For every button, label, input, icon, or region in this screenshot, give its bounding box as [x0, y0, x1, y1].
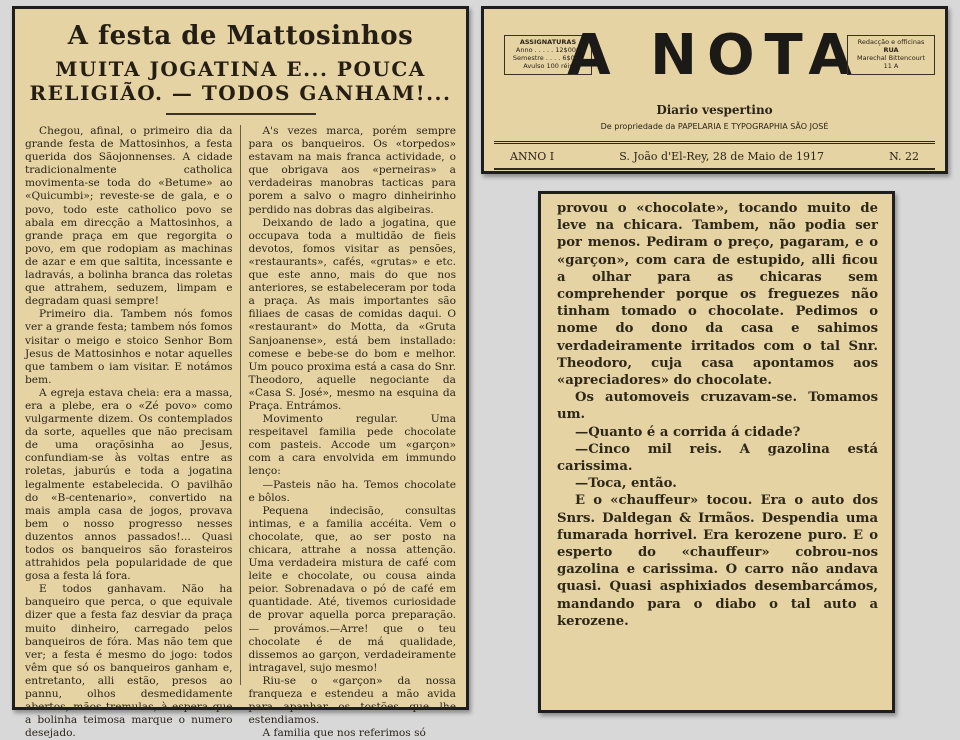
article-subtitle: MUITA JOGATINA E... POUCA RELIGIÃO. — TODOS GANHAM!...: [29, 57, 452, 105]
subscription-line: Avulso 100 réis: [523, 62, 573, 70]
excerpt-paragraph: —Quanto é a corrida á cidade?: [575, 424, 801, 440]
article-paragraph: Primeiro dia. Tambem nós fomos ver a grande festa; tambem nós fomos visitar o meigo e stoico Senhor Bom Jesus de Mattosinhos e notar aquelles que tambem o iam visitar. E notámos bem.: [25, 308, 233, 386]
article-paragraph: A egreja estava cheia: era a massa, era a plebe, era o «Zé povo» como vulgarmente dizem. Os contemplados da sorte, aquelles que não precisam de uma oraçõsinha ao Jesus, confundiam-se às voltas entre as roletas, jaburús e toda a jogatina legalmente estabelecida. O pavilhão do «B-centenario», convertido na mais ampla casa de jogos, provava bem o nosso progresso nesses duzentos annos passados!... Quasi todos os banqueiros são forasteiros attrahidos pela popularidade de que gosa a festa lá fora.: [25, 386, 233, 583]
subscription-line: Semestre . . . . 6$000: [512, 54, 584, 62]
address-line: RUA: [883, 46, 899, 54]
newspaper-subtitle: Diario vespertino: [656, 103, 773, 117]
article-paragraph: Movimento regular. Uma respeitavel familia pede chocolate com pasteis. Accode um «garçon» com a cara envolvida em immundo lenço:: [248, 413, 456, 478]
article-paragraph: —Pasteis não ha. Temos chocolate e bôlos.: [248, 478, 456, 504]
article-excerpt: [538, 191, 895, 713]
newspaper-owner: De propriedade da PAPELARIA E TYPOGRAPHIA SÃO JOSÉ: [600, 122, 829, 131]
excerpt-text: [557, 200, 878, 630]
address-line: 11 A: [883, 62, 899, 70]
address-box: [847, 35, 935, 75]
issue-info-bar: [494, 141, 935, 170]
title-divider: [166, 113, 316, 115]
article-columns: [25, 125, 456, 740]
excerpt-paragraph: E o «chauffeur» tocou. Era o auto dos Snrs. Daldegan & Irmãos. Despendia uma fumarada horrivel. Era kerozene puro. E o esperto do «chauffeur» cobrou-nos gazolina e carissima. O carro não andava quasi. Quasi asphixiados desembarcámos, mandando para o diabo o tal auto a kerozene.: [557, 493, 878, 629]
newspaper-masthead: [481, 6, 948, 174]
article-paragraph: E todos ganhavam. Não ha banqueiro que perca, o que equivale dizer que a festa faz desviar da praça muito dinheiro, carregado pelos banqueiros de fóra. Mas não tem que ver; a festa é mesmo do jogo: todos vêm que só os banqueiros ganham e, entretanto, alli estão, presos ao pannu, olhos desmedidamente abertos, mãos tremulas, à espera que a bolinha teimosa marque o numero desejado.: [25, 583, 233, 740]
excerpt-paragraph: Os automoveis cruzavam-se. Tomamos um.: [557, 390, 878, 423]
issue-year: ANNO I: [510, 149, 555, 163]
issue-number: N. 22: [889, 149, 919, 163]
article-paragraph: Chegou, afinal, o primeiro dia da grande festa de Mattosinhos, a festa querida dos Sãojonnenses. A cidade tradicionalmente catholica movimenta-se toda do «Betume» ao «Quicumbi»; reveste-se de gala, e o povo, todo este catholico povo se abala em direcção a Mattosinhos, a grande praça em que regorgita o povo, em que rodopiam as machinas de azar e em que saltita, incessante e ladravás, a bolinha branca das roletas que attrahem, seduzem, limpam e degradam quasi sempre!: [25, 125, 233, 308]
article-clipping: [12, 6, 469, 740]
article-paragraph: Deixando de lado a jogatina, que occupava toda a multidão de fieis devotos, fomos visitar as pensões, «restaurants», cafés, «grutas» e etc. que este anno, mais do que nos anteriores, se estabeleceram por toda a praça. As mais importantes são filiaes de casas de comidas daqui. O «restaurant» do Motta, da «Gruta Sanjoanense», está bem installado: comese e bebe-se do bom e melhor. Um pouco proxima está a casa do Snr. Theodoro, aquelle negociante da «Casa S. José», mesmo na esquina da Praça. Entrámos.: [248, 216, 456, 412]
article-paragraph: Riu-se o «garçon» da nossa franqueza e estendeu a mão avida para apanhar os tostões que lhe estendiamos.: [248, 674, 456, 727]
masthead-top: [494, 15, 935, 111]
address-line: Redacção e officinas: [857, 38, 925, 46]
subscription-line: Anno . . . . . 12$000: [515, 46, 581, 54]
article-paragraph: Pequena indecisão, consultas intimas, e a familia accéita. Vem o chocolate, que, ao ser posto na chicara, attrahe a nossa attenção. Uma verdadeira mistura de café com leite e chocolate, ou cousa ainda peior. Sobrenadava o pó de café em quantidade. Até, tivemos curiosidade de provar aquella porca preparação. — provámos.—Arre! que o teu chocolate é de má qualidade, dissemos ao garçon, verdadeiramente intragavel, sujo mesmo!: [248, 504, 456, 674]
subscription-heading: ASSIGNATURAS: [519, 38, 577, 46]
excerpt-paragraph: —Toca, então.: [575, 476, 677, 492]
newspaper-name: A NOTA: [567, 23, 862, 88]
article-title: A festa de Mattosinhos: [67, 21, 414, 51]
address-line: Marechal Bittencourt: [856, 54, 926, 62]
excerpt-paragraph: provou o «chocolate», tocando muito de leve na chicara. Tambem, não podia ser por menos. Pediram o preço, pagaram, e o «garçon», com cara de estupido, alli ficou a olhar para as chicaras sem comprehender porque os freguezes não tinham tomado o chocolate. Pedimos o nome do dono da casa e sahimos verdadeiramente irritados com o tal Snr. Theodoro, cuja casa apontamos aos «apreciadores» do chocolate.: [557, 201, 878, 389]
article-paragraph: A familia que nos referimos só: [262, 727, 426, 740]
article-right-column: [248, 125, 457, 740]
excerpt-paragraph: —Cinco mil reis. A gazolina está carissima.: [557, 441, 878, 475]
issue-place-date: S. João d'El-Rey, 28 de Maio de 1917: [619, 149, 824, 163]
article-paragraph: A's vezes marca, porém sempre para os banqueiros. Os «torpedos» estavam na mais franca actividade, o que obrigava aos «perneiras» a verdadeiras manobras tacticas para porem a salvo o magro dinheirinho perdido nas dobras das algibeiras.: [248, 125, 456, 216]
article-left-column: [25, 125, 241, 740]
